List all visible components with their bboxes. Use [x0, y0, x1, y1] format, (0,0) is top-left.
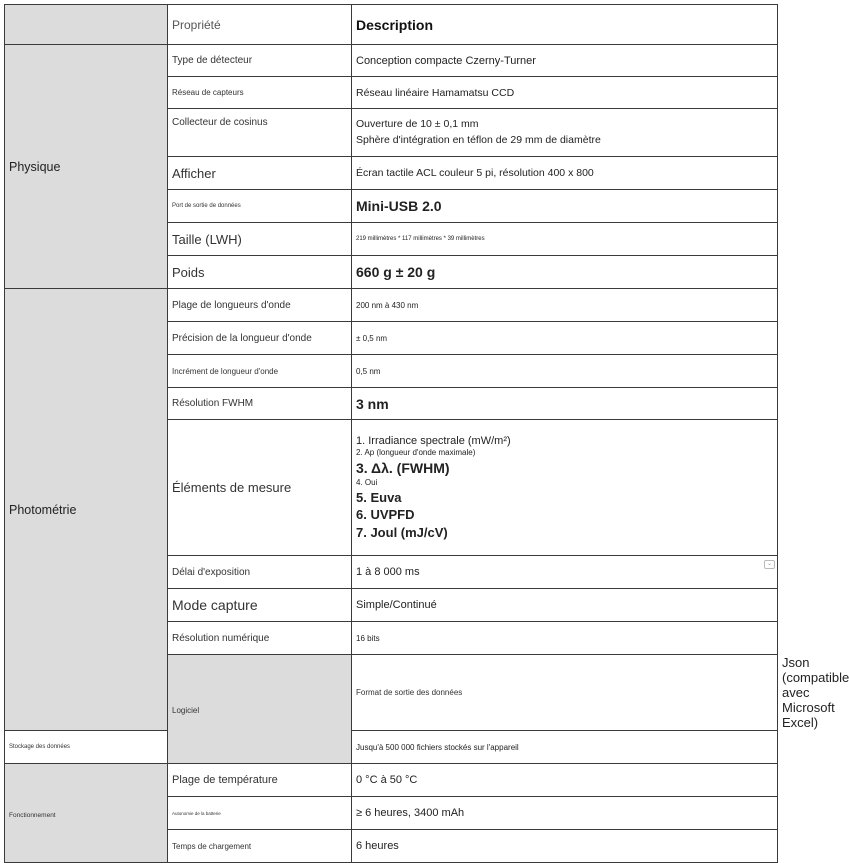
description-cell: Jusqu'à 500 000 fichiers stockés sur l'appareil [352, 731, 778, 764]
header-description: Description [352, 5, 778, 45]
description-cell: ≥ 6 heures, 3400 mAh [352, 797, 778, 830]
list-item: 5. Euva [356, 489, 402, 505]
property-cell: Autonomie de la batterie [168, 797, 352, 830]
property-cell: Délai d'exposition [168, 556, 352, 589]
list-item: 7. Joul (mJ/cV) [356, 524, 448, 540]
category-label: Physique [9, 159, 61, 174]
description-cell: 660 g ± 20 g [352, 256, 778, 289]
list-item: 1. Irradiance spectrale (mW/m²) [356, 434, 511, 447]
property-cell: Afficher [168, 157, 352, 190]
header-empty-cell [5, 5, 168, 45]
expand-icon[interactable]: ⌄ [764, 560, 775, 569]
description-cell: Conception compacte Czerny-Turner [352, 45, 778, 77]
property-cell: Mode capture [168, 589, 352, 622]
category-photometrie [5, 289, 168, 731]
header-row [5, 5, 778, 45]
description-cell [352, 556, 778, 589]
property-cell: Réseau de capteurs [168, 77, 352, 109]
description-line: Ouverture de 10 ± 0,1 mm [356, 118, 479, 131]
description-cell: Écran tactile ACL couleur 5 pi, résolution 400 x 800 [352, 157, 778, 190]
description-cell: 16 bits [352, 622, 778, 655]
category-physique [5, 45, 168, 289]
category-logiciel [168, 655, 352, 764]
description-cell: 0 °C à 50 °C [352, 764, 778, 797]
table-row [5, 731, 778, 764]
description-text: 1 à 8 000 ms [356, 566, 420, 578]
description-cell: 0,5 nm [352, 355, 778, 388]
property-cell: Résolution FWHM [168, 388, 352, 420]
description-line: Sphère d'intégration en téflon de 29 mm de diamètre [356, 133, 601, 146]
spec-table [4, 4, 849, 863]
property-cell: Type de détecteur [168, 45, 352, 77]
property-cell: Port de sortie de données [168, 190, 352, 223]
category-label: Fonctionnement [9, 812, 56, 819]
description-cell: Mini-USB 2.0 [352, 190, 778, 223]
list-item: 4. Oui [356, 478, 378, 488]
category-fonctionnement [5, 764, 168, 863]
measure-list [352, 420, 778, 556]
table-row [5, 45, 778, 77]
table-row [5, 764, 778, 797]
description-cell: 6 heures [352, 830, 778, 863]
property-cell: Plage de longueurs d'onde [168, 289, 352, 322]
property-cell: Éléments de mesure [168, 420, 352, 556]
description-cell: 200 nm à 430 nm [352, 289, 778, 322]
property-cell: Plage de température [168, 764, 352, 797]
table-row: Logiciel Format de sortie des données Json (compatible avec Microsoft Excel) [5, 655, 778, 731]
list-item: 6. UVPFD [356, 507, 415, 523]
list-item: 2. Ap (longueur d'onde maximale) [356, 448, 476, 458]
list-item: 3. Δλ. (FWHM) [356, 460, 450, 477]
property-cell: Temps de chargement [168, 830, 352, 863]
property-cell: Collecteur de cosinus [168, 109, 352, 157]
category-label: Photométrie [9, 502, 77, 517]
property-cell: Taille (LWH) [168, 223, 352, 256]
property-cell: Stockage des données [5, 731, 168, 764]
property-cell: Incrément de longueur d'onde [168, 355, 352, 388]
description-cell: 3 nm [352, 388, 778, 420]
property-cell: Résolution numérique [168, 622, 352, 655]
property-cell: Poids [168, 256, 352, 289]
header-property: Propriété [168, 5, 352, 45]
description-cell: Réseau linéaire Hamamatsu CCD [352, 77, 778, 109]
category-label: Logiciel [172, 706, 200, 715]
property-cell: Format de sortie des données [352, 655, 778, 731]
description-cell: Simple/Continué [352, 589, 778, 622]
description-cell: ± 0,5 nm [352, 322, 778, 355]
property-cell: Précision de la longueur d'onde [168, 322, 352, 355]
description-cell [352, 109, 778, 157]
description-cell: 219 millimètres * 117 millimètres * 39 millimètres [352, 223, 778, 256]
table-row [5, 289, 778, 322]
